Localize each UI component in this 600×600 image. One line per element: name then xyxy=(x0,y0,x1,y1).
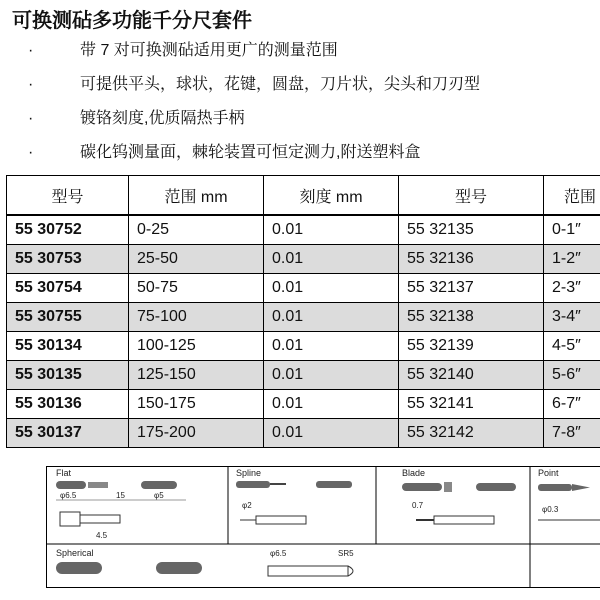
spec-table xyxy=(6,175,600,448)
spline-anvil-shape xyxy=(236,481,270,488)
feature-item xyxy=(0,106,600,140)
point-anvil-shape xyxy=(538,484,572,491)
table-row xyxy=(7,361,600,390)
spherical-anvil-outline xyxy=(348,566,353,576)
cell-graduation-mm: 0.01 xyxy=(264,419,399,448)
flat-anvil-outline xyxy=(80,515,120,523)
table-row xyxy=(7,390,600,419)
table-row xyxy=(7,303,600,332)
table-row xyxy=(7,332,600,361)
cell-model: 55 30754 xyxy=(7,274,129,303)
blade-label: Blade xyxy=(402,468,426,478)
table-header-row xyxy=(7,176,600,216)
flat-length-dim: 15 xyxy=(116,491,125,500)
feature-text: 可提供平头，球状，花键，圆盘，刀片状，尖头和刀刃型 xyxy=(80,76,481,93)
anvil-diagram xyxy=(46,466,600,588)
cell-model-inch: 55 32136 xyxy=(399,245,544,274)
cell-range-inch: 4-5″ xyxy=(544,332,600,361)
spherical-anvil-shape xyxy=(56,562,102,574)
cell-model: 55 30752 xyxy=(7,215,129,245)
feature-item xyxy=(0,140,600,174)
cell-model-inch: 55 32142 xyxy=(399,419,544,448)
cell-model-inch: 55 32137 xyxy=(399,274,544,303)
cell-graduation-mm: 0.01 xyxy=(264,361,399,390)
spline-label: Spline xyxy=(236,468,262,478)
cell-range-mm: 100-125 xyxy=(129,332,264,361)
cell-model: 55 30753 xyxy=(7,245,129,274)
cell-graduation-mm: 0.01 xyxy=(264,332,399,361)
cell-model-inch: 55 32135 xyxy=(399,215,544,245)
cell-range-inch: 0-1″ xyxy=(544,215,600,245)
col-header-model: 型号 xyxy=(7,176,129,216)
spherical-label: Spherical xyxy=(56,548,94,558)
col-header-range-mm: 范围 mm xyxy=(129,176,264,216)
flat-anvil-shape xyxy=(141,481,177,489)
point-dia-dim: φ0.3 xyxy=(542,505,559,514)
cell-range-inch: 6-7″ xyxy=(544,390,600,419)
flat-anvil-shape xyxy=(88,482,108,488)
cell-graduation-mm: 0.01 xyxy=(264,245,399,274)
cell-range-mm: 0-25 xyxy=(129,215,264,245)
anvil-diagram-svg xyxy=(46,466,600,588)
blade-width-dim: 0.7 xyxy=(412,501,424,510)
feature-text: 带 7 对可换测砧适用更广的测量范围 xyxy=(80,42,338,59)
flat-anvil-shape xyxy=(56,481,86,489)
spherical-anvil-outline xyxy=(268,566,348,576)
flat-dia-dim: φ6.5 xyxy=(60,491,77,500)
spline-anvil-outline xyxy=(256,516,306,524)
cell-graduation-mm: 0.01 xyxy=(264,215,399,245)
spherical-radius-dim: SR5 xyxy=(338,549,354,558)
blade-anvil-shape xyxy=(444,482,452,492)
cell-model: 55 30136 xyxy=(7,390,129,419)
point-anvil-shape xyxy=(572,484,590,491)
cell-model: 55 30137 xyxy=(7,419,129,448)
table-row xyxy=(7,274,600,303)
bullet-dot: · xyxy=(28,144,34,161)
cell-range-mm: 125-150 xyxy=(129,361,264,390)
spherical-dia-dim: φ6.5 xyxy=(270,549,287,558)
spline-dia-dim: φ2 xyxy=(242,501,252,510)
flat-anvil-outline xyxy=(60,512,80,526)
cell-range-inch: 7-8″ xyxy=(544,419,600,448)
col-header-model-inch: 型号 xyxy=(399,176,544,216)
table-row xyxy=(7,215,600,245)
cell-range-inch: 1-2″ xyxy=(544,245,600,274)
cell-range-mm: 150-175 xyxy=(129,390,264,419)
col-header-range-inch: 范围 xyxy=(544,176,600,216)
blade-anvil-shape xyxy=(476,483,516,491)
flat-label: Flat xyxy=(56,468,72,478)
cell-model-inch: 55 32141 xyxy=(399,390,544,419)
feature-item xyxy=(0,38,600,72)
page-title: 可换测砧多功能千分尺套件 xyxy=(12,10,252,32)
cell-range-mm: 175-200 xyxy=(129,419,264,448)
table-row xyxy=(7,245,600,274)
cell-model-inch: 55 32139 xyxy=(399,332,544,361)
cell-model-inch: 55 32138 xyxy=(399,303,544,332)
blade-anvil-shape xyxy=(402,483,442,491)
flat-45-dim: 4.5 xyxy=(96,531,108,540)
cell-graduation-mm: 0.01 xyxy=(264,390,399,419)
spline-anvil-shape xyxy=(316,481,352,488)
point-label: Point xyxy=(538,468,559,478)
cell-range-mm: 50-75 xyxy=(129,274,264,303)
bullet-dot: · xyxy=(28,110,34,127)
col-header-graduation-mm: 刻度 mm xyxy=(264,176,399,216)
cell-range-mm: 75-100 xyxy=(129,303,264,332)
spherical-anvil-shape xyxy=(156,562,202,574)
cell-range-inch: 5-6″ xyxy=(544,361,600,390)
flat-dia2-dim: φ5 xyxy=(154,491,164,500)
blade-anvil-outline xyxy=(434,516,494,524)
cell-range-inch: 2-3″ xyxy=(544,274,600,303)
feature-list xyxy=(0,38,600,174)
bullet-dot: · xyxy=(28,42,34,59)
feature-item xyxy=(0,72,600,106)
cell-range-mm: 25-50 xyxy=(129,245,264,274)
table-row xyxy=(7,419,600,448)
cell-graduation-mm: 0.01 xyxy=(264,303,399,332)
cell-model: 55 30135 xyxy=(7,361,129,390)
cell-model: 55 30755 xyxy=(7,303,129,332)
feature-text: 碳化钨测量面，棘轮装置可恒定测力,附送塑料盒 xyxy=(80,144,421,161)
bullet-dot: · xyxy=(28,76,34,93)
cell-range-inch: 3-4″ xyxy=(544,303,600,332)
table-body xyxy=(7,215,600,448)
cell-model: 55 30134 xyxy=(7,332,129,361)
feature-text: 镀铬刻度,优质隔热手柄 xyxy=(80,110,245,127)
cell-model-inch: 55 32140 xyxy=(399,361,544,390)
cell-graduation-mm: 0.01 xyxy=(264,274,399,303)
